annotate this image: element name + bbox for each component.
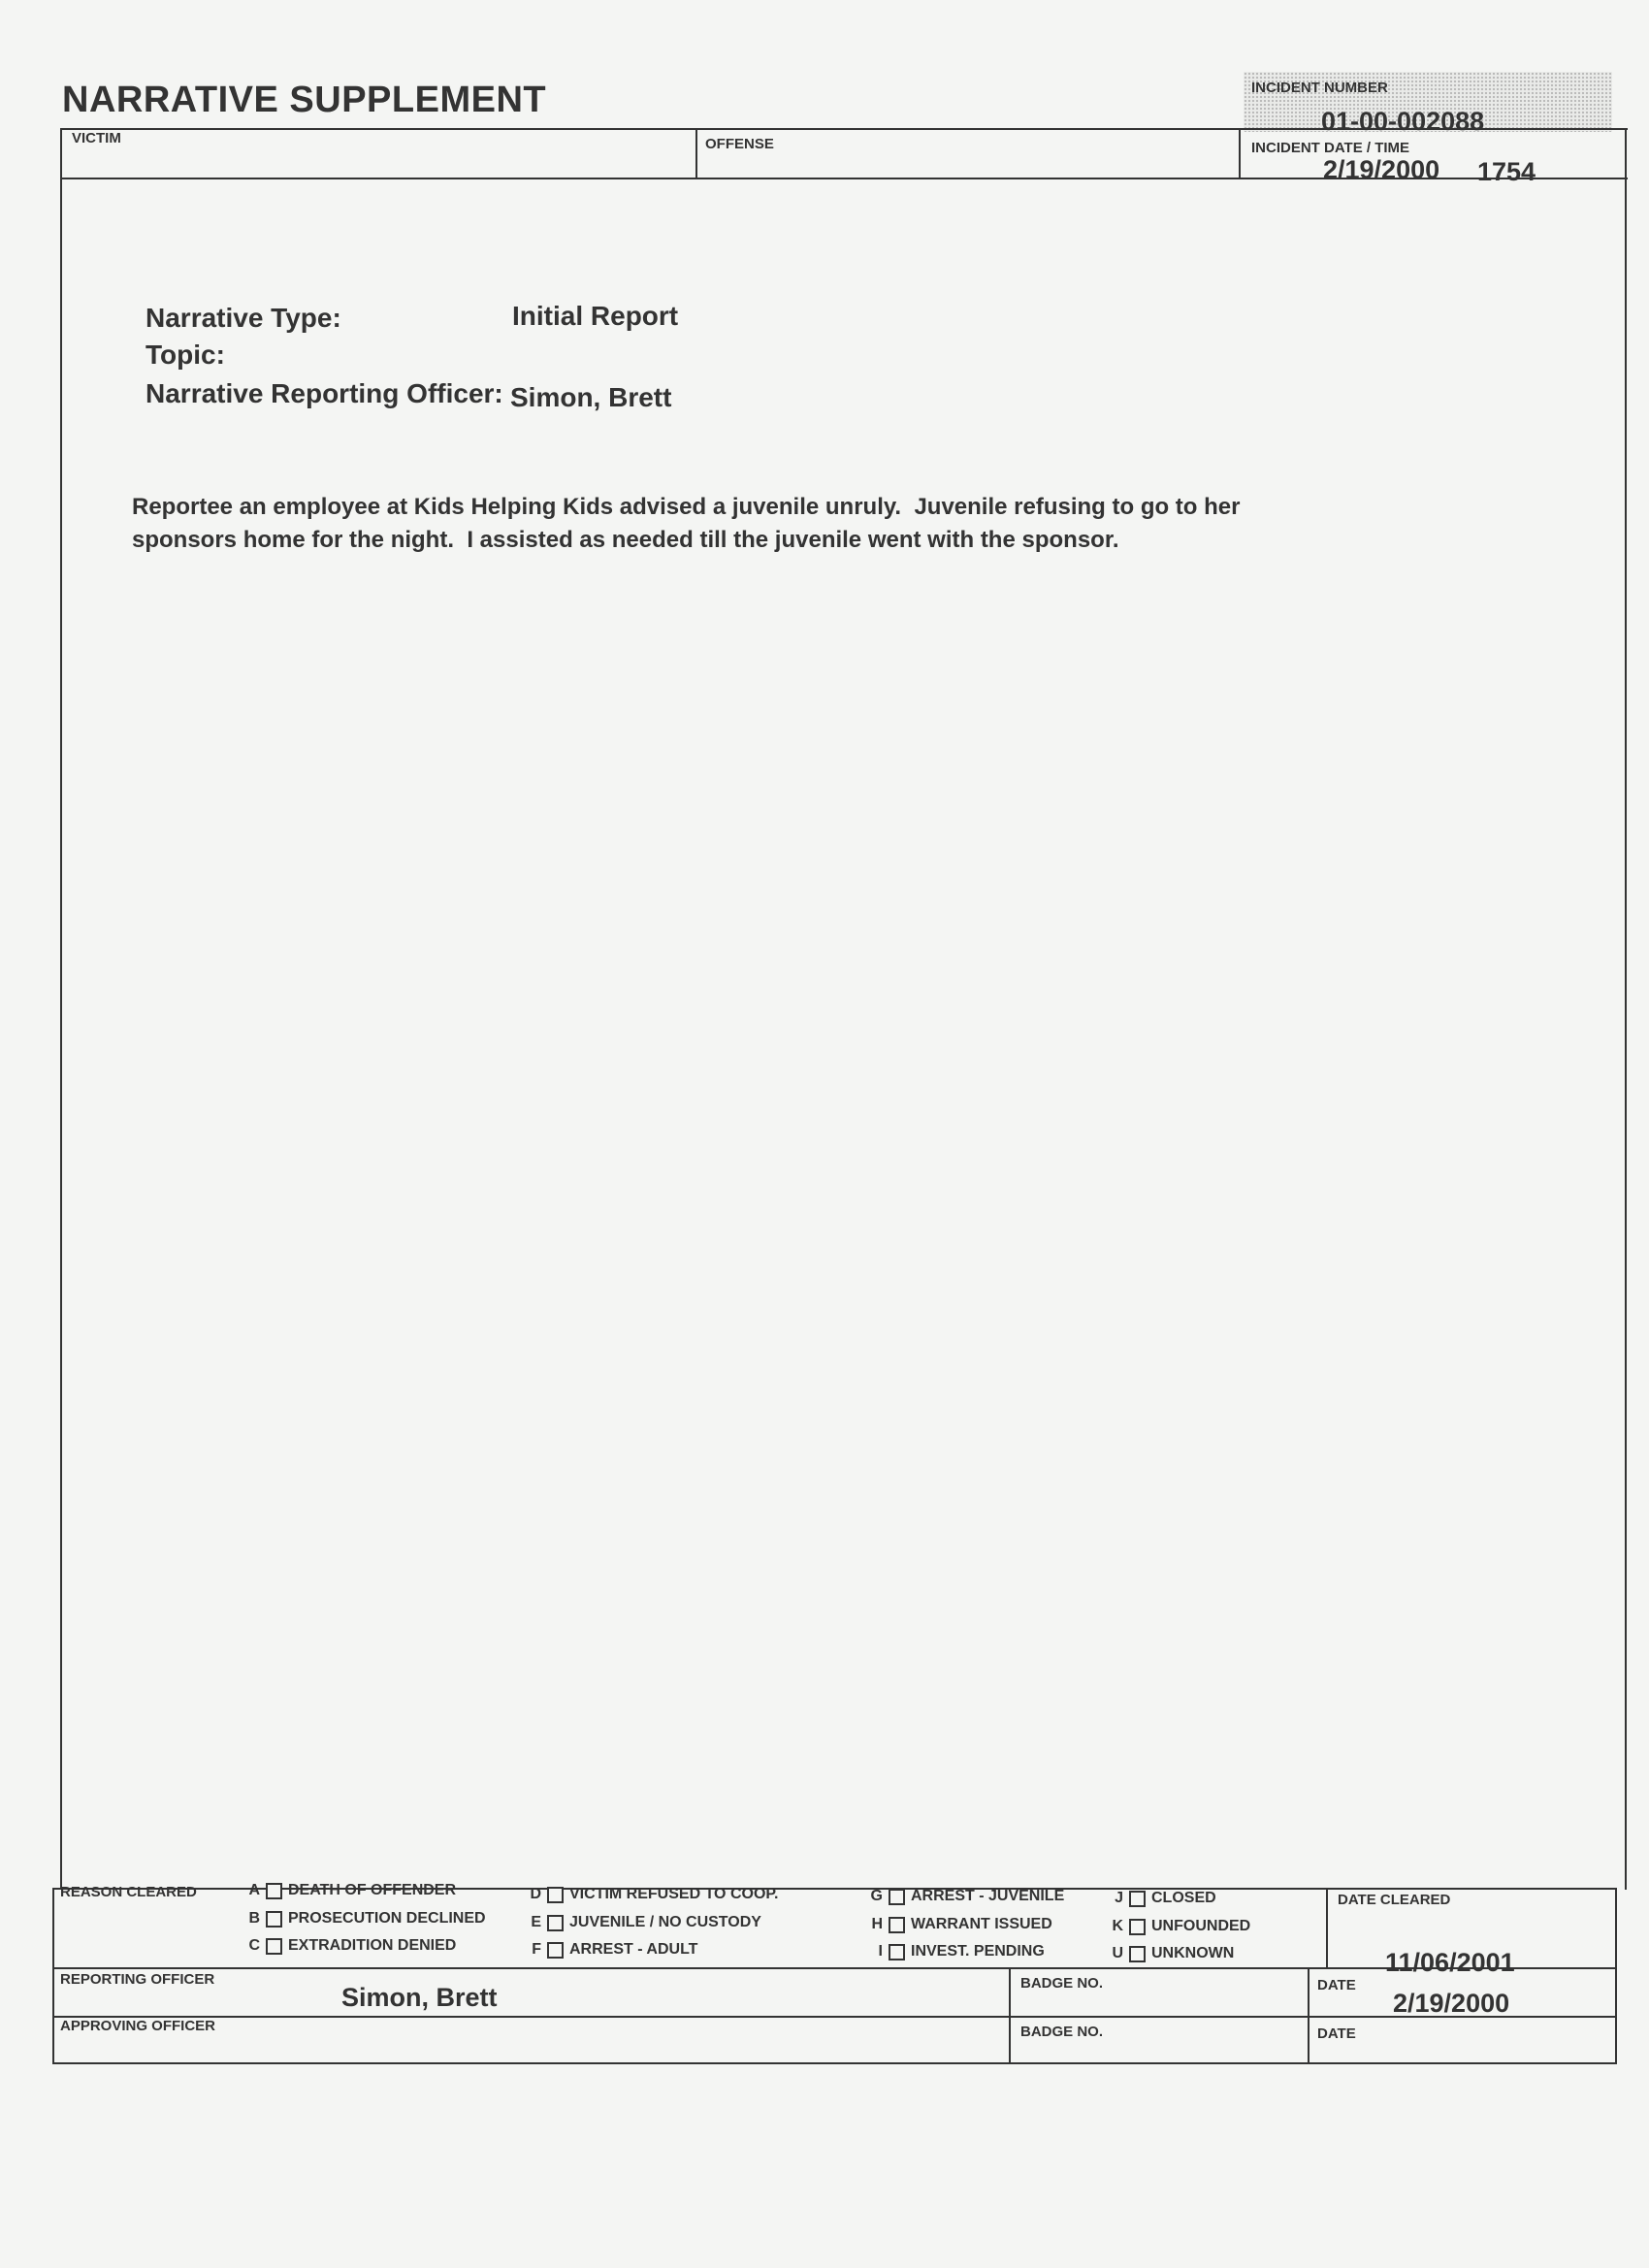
option-label: DEATH OF OFFENDER: [288, 1882, 457, 1898]
option-label: UNKNOWN: [1151, 1945, 1235, 1961]
offense-label: OFFENSE: [705, 136, 774, 152]
option-h[interactable]: [865, 1916, 1052, 1933]
body-right-border: [1625, 128, 1627, 1890]
incident-datetime-label: INCIDENT DATE / TIME: [1251, 140, 1410, 156]
option-j[interactable]: [1106, 1890, 1216, 1907]
option-b[interactable]: [242, 1910, 486, 1928]
option-letter: B: [248, 1910, 260, 1927]
incident-number: 01-00-002088: [1321, 107, 1485, 136]
reporting-officer-value: Simon, Brett: [510, 382, 672, 412]
reporting-officer-label: Narrative Reporting Officer:: [146, 378, 503, 408]
checkbox[interactable]: [1129, 1891, 1146, 1907]
option-a[interactable]: [242, 1882, 456, 1899]
option-e[interactable]: [524, 1914, 761, 1931]
option-label: UNFOUNDED: [1151, 1918, 1251, 1934]
header-divider-offense: [695, 128, 697, 178]
footer-line-2: [52, 1967, 1617, 1969]
checkbox[interactable]: [266, 1883, 282, 1899]
header-top-line: [62, 128, 1628, 130]
body-left-border: [60, 128, 62, 1890]
option-label: INVEST. PENDING: [911, 1943, 1045, 1960]
option-letter: G: [870, 1888, 883, 1904]
option-label: PROSECUTION DECLINED: [288, 1910, 486, 1927]
option-letter: C: [248, 1937, 260, 1954]
option-d[interactable]: [524, 1886, 778, 1903]
incident-time: 1754: [1477, 157, 1536, 186]
narrative-line-2: sponsors home for the night. I assisted as needed till the juvenile went with the sponsor.: [132, 527, 1119, 553]
checkbox[interactable]: [266, 1911, 282, 1928]
header-divider-date: [1239, 128, 1241, 178]
option-label: WARRANT ISSUED: [911, 1916, 1052, 1932]
checkbox[interactable]: [547, 1942, 564, 1959]
footer-right-border: [1615, 1888, 1617, 2064]
option-label: VICTIM REFUSED TO COOP.: [569, 1886, 779, 1902]
checkbox[interactable]: [889, 1917, 905, 1933]
footer-line-3: [52, 2016, 1617, 2018]
reporting-officer-footer-value: Simon, Brett: [341, 1983, 498, 2012]
option-label: CLOSED: [1151, 1890, 1216, 1906]
date-label: DATE: [1317, 1977, 1356, 1993]
option-letter: E: [531, 1914, 541, 1930]
topic-label: Topic:: [146, 340, 225, 370]
option-label: ARREST - JUVENILE: [911, 1888, 1065, 1904]
victim-label: VICTIM: [72, 130, 121, 146]
option-letter: U: [1112, 1945, 1123, 1961]
approving-officer-label: APPROVING OFFICER: [60, 2018, 216, 2034]
option-i[interactable]: [865, 1943, 1045, 1960]
checkbox[interactable]: [889, 1944, 905, 1960]
incident-date: 2/19/2000: [1323, 155, 1440, 184]
option-g[interactable]: [865, 1888, 1064, 1905]
option-c[interactable]: [242, 1937, 456, 1955]
date-divider: [1308, 1969, 1310, 2064]
badge-divider: [1009, 1969, 1011, 2064]
option-letter: F: [532, 1941, 541, 1958]
option-label: JUVENILE / NO CUSTODY: [569, 1914, 761, 1930]
option-k[interactable]: [1106, 1918, 1250, 1935]
date-cleared-label: DATE CLEARED: [1338, 1892, 1451, 1908]
option-f[interactable]: [524, 1941, 697, 1959]
option-letter: K: [1112, 1918, 1123, 1934]
checkbox[interactable]: [1129, 1946, 1146, 1962]
narrative-type-label: Narrative Type:: [146, 303, 341, 333]
option-letter: J: [1115, 1890, 1123, 1906]
footer-left-border: [52, 1888, 54, 2064]
option-letter: I: [878, 1943, 883, 1960]
checkbox[interactable]: [547, 1915, 564, 1931]
option-letter: H: [871, 1916, 883, 1932]
checkbox[interactable]: [889, 1889, 905, 1905]
checkbox[interactable]: [547, 1887, 564, 1903]
incident-number-label: INCIDENT NUMBER: [1251, 80, 1388, 96]
checkbox[interactable]: [1129, 1919, 1146, 1935]
reporting-officer-footer-label: REPORTING OFFICER: [60, 1971, 215, 1988]
option-letter: D: [530, 1886, 541, 1902]
reason-cleared-label: REASON CLEARED: [60, 1884, 197, 1900]
date-label-2: DATE: [1317, 2025, 1356, 2042]
narrative-text: [132, 491, 1383, 557]
option-label: EXTRADITION DENIED: [288, 1937, 457, 1954]
narrative-type-value: Initial Report: [512, 301, 679, 331]
report-date-value: 2/19/2000: [1393, 1989, 1510, 2018]
option-label: ARREST - ADULT: [569, 1941, 698, 1958]
footer-bottom-line: [52, 2062, 1617, 2064]
checkbox[interactable]: [266, 1938, 282, 1955]
narrative-line-1: Reportee an employee at Kids Helping Kids advised a juvenile unruly. Juvenile refusing to go to her: [132, 494, 1241, 520]
option-letter: A: [248, 1882, 260, 1898]
date-cleared-divider: [1326, 1888, 1328, 1969]
option-u[interactable]: [1106, 1945, 1234, 1962]
form-title: NARRATIVE SUPPLEMENT: [62, 80, 547, 120]
date-cleared-value: 11/06/2001: [1385, 1948, 1515, 1977]
badge-label-2: BADGE NO.: [1020, 2024, 1104, 2040]
badge-label: BADGE NO.: [1020, 1975, 1104, 1992]
